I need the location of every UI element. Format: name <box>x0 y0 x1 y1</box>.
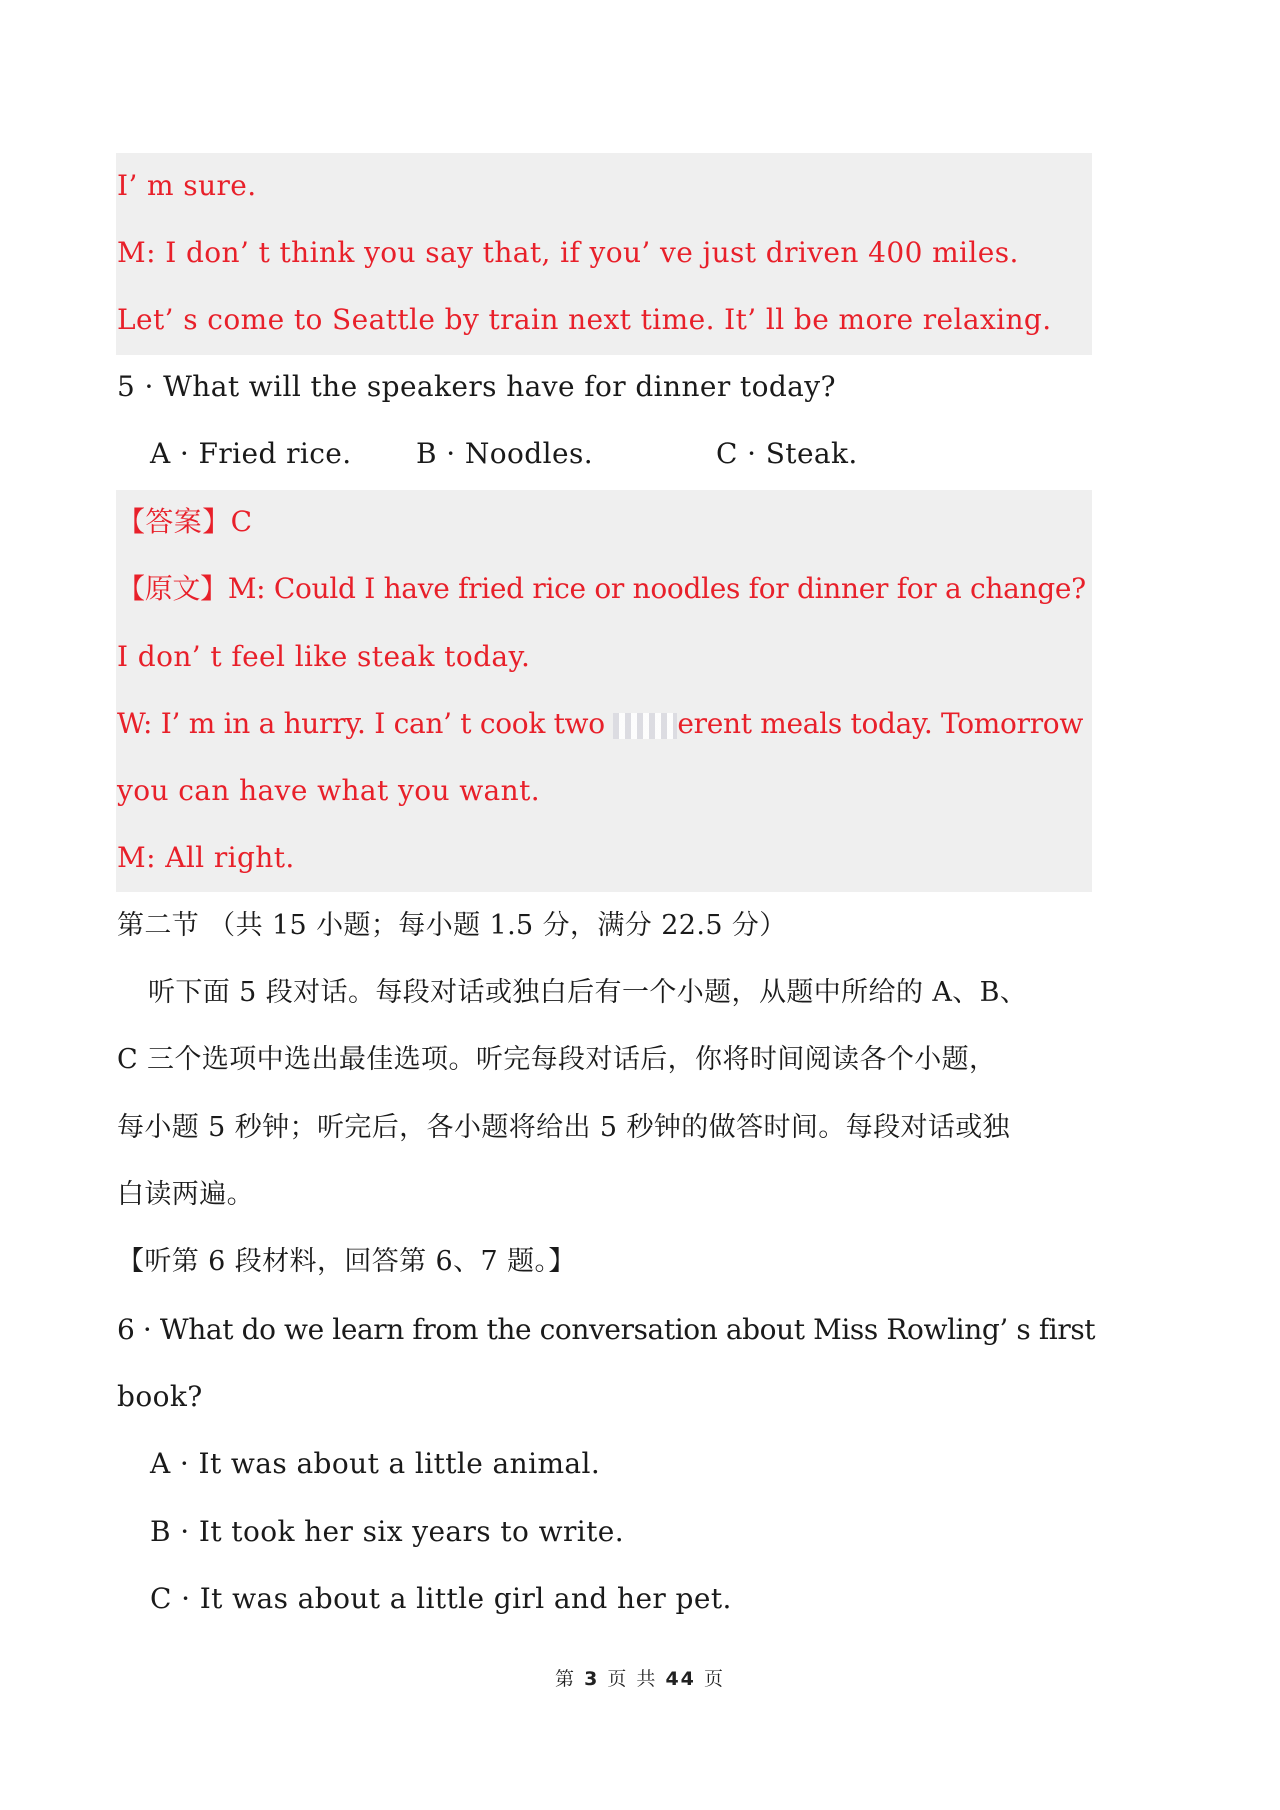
section-instructions: C 三个选项中选出最佳选项。听完每段对话后，你将时间阅读各个小题， <box>117 1044 997 1075</box>
footer-prefix: 第 <box>555 1668 577 1690</box>
answer-block-1-line: Let’ s come to Seattle by train next time. It’ ll be more relaxing. <box>117 303 1052 336</box>
option-a: A · It was about a little animal. <box>150 1447 601 1480</box>
transcript-text: W: I’ m in a hurry. I can’ t cook two <box>117 707 614 740</box>
answer-tag: 【答案】 <box>117 505 231 538</box>
question-5-options <box>150 434 1050 474</box>
transcript-line <box>117 704 1083 744</box>
current-page-number: 3 <box>584 1668 600 1690</box>
transcript-tag: 【原文】 <box>117 572 228 605</box>
answer-block-1-line: I’ m sure. <box>117 169 257 202</box>
option-a: A · Fried rice. <box>150 437 352 470</box>
footer-middle: 页 共 <box>607 1668 658 1690</box>
question-5-stem: 5 · What will the speakers have for dinner today? <box>117 370 836 403</box>
total-page-count: 44 <box>665 1668 696 1690</box>
option-c: C · Steak. <box>716 437 858 470</box>
question-6-stem: book? <box>117 1380 203 1413</box>
footer-suffix: 页 <box>703 1668 725 1690</box>
option-b: B · Noodles. <box>416 437 594 470</box>
transcript-text: M: Could I have fried rice or noodles for dinner for a change? <box>227 572 1086 605</box>
material-note: 【听第 6 段材料，回答第 6、7 题。】 <box>117 1246 576 1277</box>
transcript-line: you can have what you want. <box>117 774 541 807</box>
question-6-stem: 6 · What do we learn from the conversation about Miss Rowling’ s first <box>117 1313 1096 1346</box>
transcript-line <box>117 569 1086 609</box>
section-heading: 第二节 （共 15 小题；每小题 1.5 分，满分 22.5 分） <box>117 910 787 941</box>
transcript-line: M: All right. <box>117 841 295 874</box>
answer-block-2-background <box>116 490 1092 892</box>
page-footer <box>0 1664 1280 1691</box>
section-instructions: 听下面 5 段对话。每段对话或独白后有一个小题，从题中所给的 A、B、 <box>148 977 1028 1008</box>
watermark-blur <box>613 713 677 739</box>
option-c: C · It was about a little girl and her pet. <box>150 1582 732 1615</box>
answer-block-1-line: M: I don’ t think you say that, if you’ ve just driven 400 miles. <box>117 236 1019 269</box>
answer-value: C <box>230 505 253 538</box>
section-instructions: 白读两遍。 <box>117 1179 254 1210</box>
transcript-text: erent meals today. Tomorrow <box>677 707 1084 740</box>
transcript-line: I don’ t feel like steak today. <box>117 640 531 673</box>
option-b: B · It took her six years to write. <box>150 1515 625 1548</box>
section-instructions: 每小题 5 秒钟；听完后，各小题将给出 5 秒钟的做答时间。每段对话或独 <box>117 1112 1011 1143</box>
answer-line <box>117 502 252 542</box>
